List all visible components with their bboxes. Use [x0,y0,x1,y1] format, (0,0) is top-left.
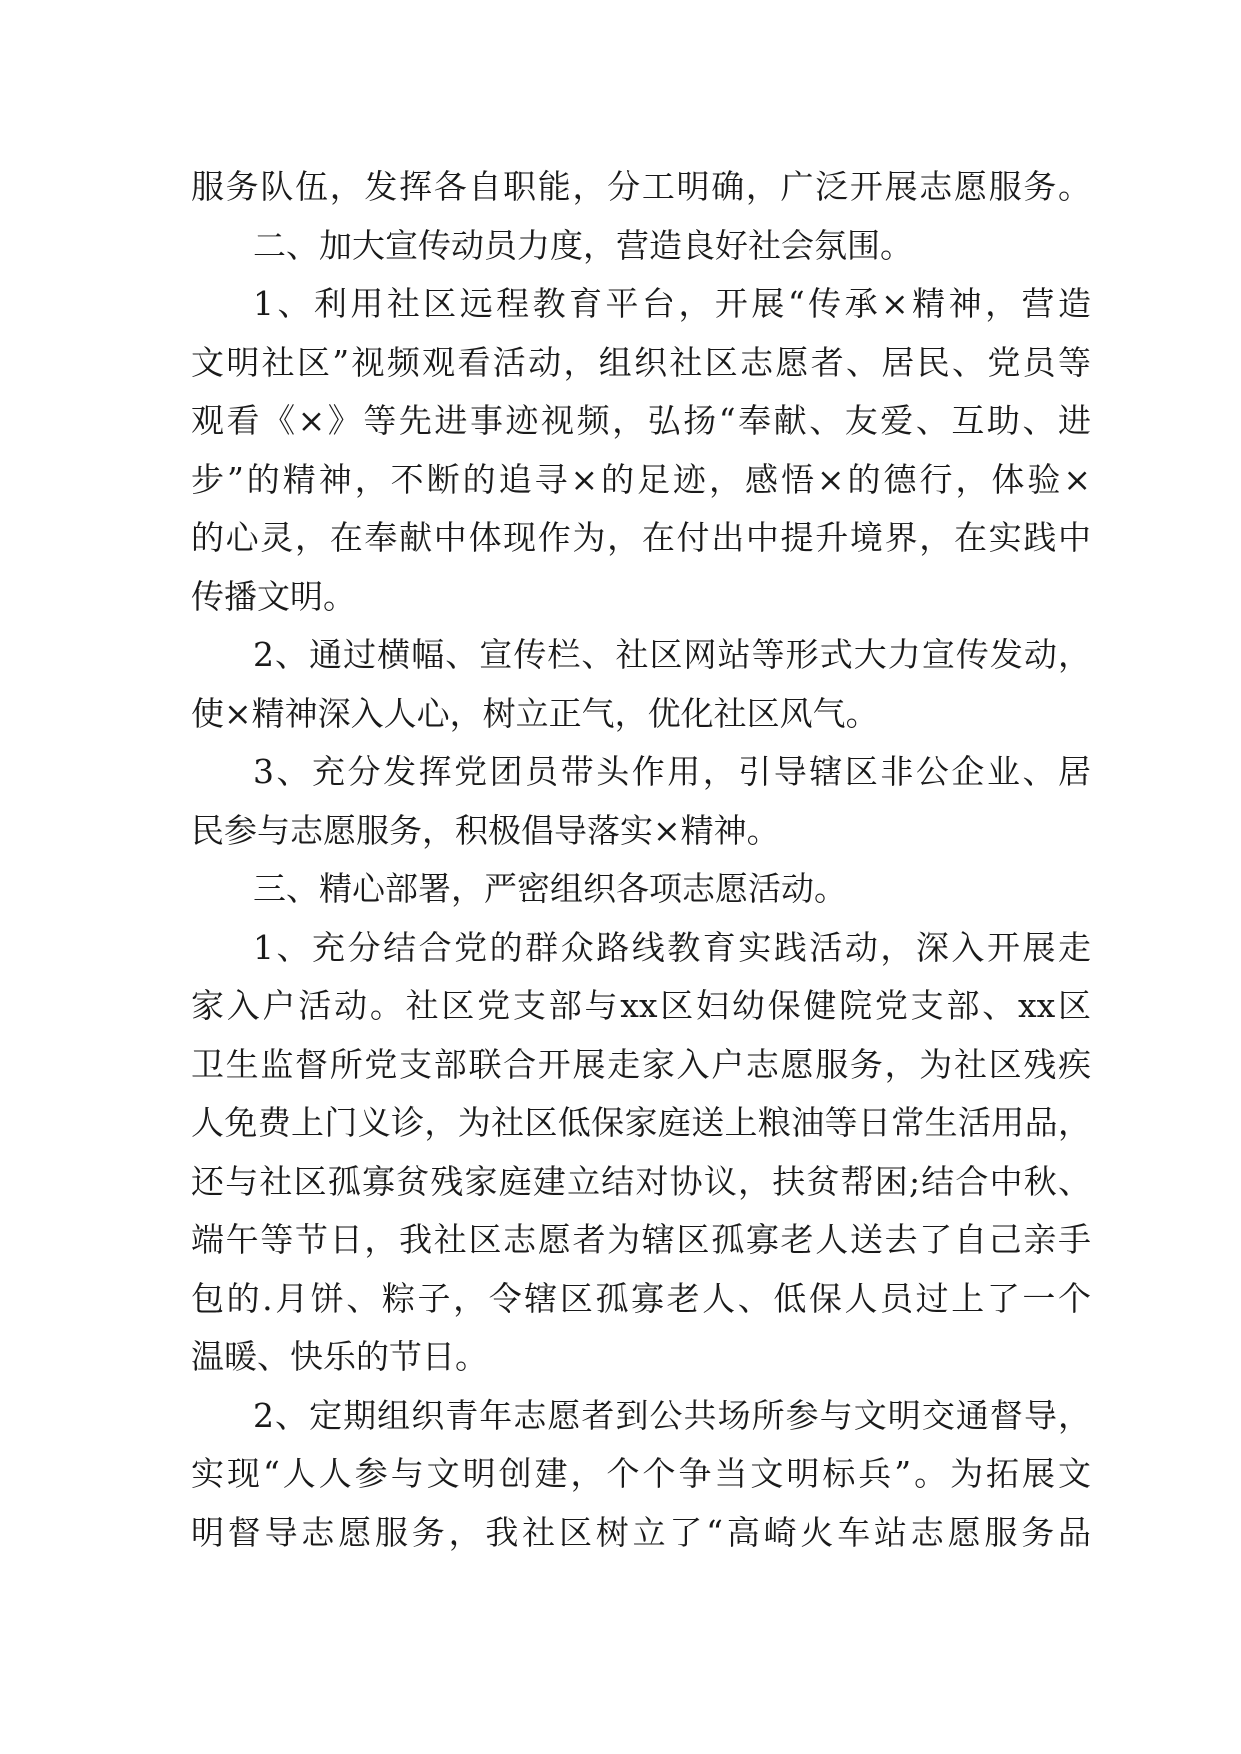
text-line-14: 1、充分结合党的群众路线教育实践活动，深入开展走 [253,927,1091,967]
text-line-6: 步”的精神，不断的追寻×的足迹，感悟×的德行，体验× [191,459,1091,499]
document-body [191,158,1091,1562]
text-line-17: 人免费上门义诊，为社区低保家庭送上粮油等日常生活用品， [191,1103,1091,1142]
text-line-20: 包的.月饼、粽子，令辖区孤寡老人、低保人员过上了一个 [191,1278,1091,1318]
text-line-9: 2、通过横幅、宣传栏、社区网站等形式大力宣传发动， [253,635,1091,674]
text-line-21: 温暖、快乐的节日。 [191,1337,488,1376]
text-line-23: 实现“人人参与文明创建，个个争当文明标兵”。为拓展文 [191,1454,1091,1493]
section-heading-2: 二、加大宣传动员力度，营造良好社会氛围。 [253,225,913,265]
text-line-7: 的心灵，在奉献中体现作为，在付出中提升境界，在实践中 [191,518,1091,557]
section-heading-3: 三、精心部署，严密组织各项志愿活动。 [253,869,847,908]
text-line-12: 民参与志愿服务，积极倡导落实×精神。 [191,810,780,850]
text-line-19: 端午等节日，我社区志愿者为辖区孤寡老人送去了自己亲手 [191,1220,1091,1259]
text-line-5: 观看《×》等先进事迹视频，弘扬“奉献、友爱、互助、进 [191,401,1091,440]
text-line-11: 3、充分发挥党团员带头作用，引导辖区非公企业、居 [253,752,1091,791]
text-line-4: 文明社区”视频观看活动，组织社区志愿者、居民、党员等 [191,342,1091,382]
text-line-8: 传播文明。 [191,576,356,616]
text-line-10: 使×精神深入人心，树立正气，优化社区风气。 [191,693,879,733]
text-line-15: 家入户活动。社区党支部与xx区妇幼保健院党支部、xx区 [191,986,1091,1025]
text-line-16: 卫生监督所党支部联合开展走家入户志愿服务，为社区残疾 [191,1044,1091,1084]
text-line-18: 还与社区孤寡贫残家庭建立结对协议，扶贫帮困;结合中秋、 [191,1161,1091,1201]
text-line-22: 2、定期组织青年志愿者到公共场所参与文明交通督导， [253,1395,1091,1435]
text-line-1: 服务队伍，发挥各自职能，分工明确，广泛开展志愿服务。 [191,167,1091,206]
text-line-3: 1、利用社区远程教育平台，开展“传承×精神，营造 [253,284,1091,323]
text-line-24: 明督导志愿服务，我社区树立了“高崎火车站志愿服务品 [191,1512,1091,1552]
